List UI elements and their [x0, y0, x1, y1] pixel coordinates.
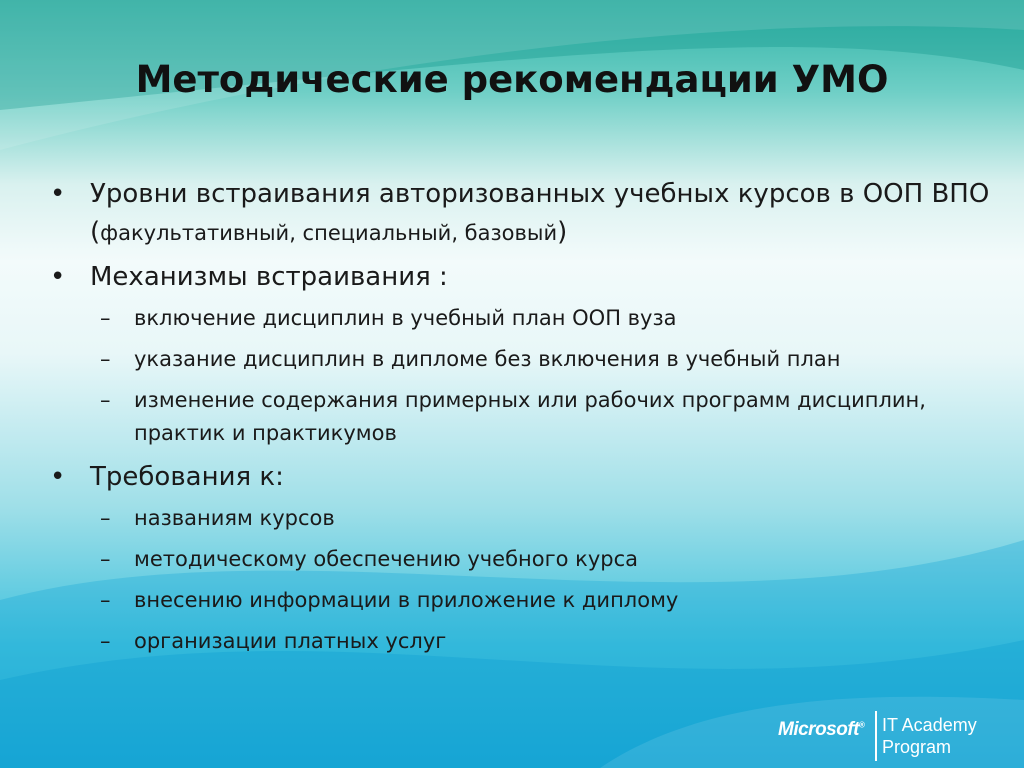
dash-marker: –	[100, 506, 111, 530]
sub-item-text: изменение содержания примерных или рабочих программ дисциплин, практик и практикумов	[134, 388, 926, 445]
sub-item	[50, 343, 990, 376]
sub-item	[50, 625, 990, 658]
bullet-item-requirements	[50, 458, 990, 496]
dash-marker: –	[100, 306, 111, 330]
sub-item-text: указание дисциплин в дипломе без включения в учебный план	[134, 347, 841, 371]
bullet-dot: •	[50, 179, 66, 209]
levels-text: Уровни встраивания авторизованных учебных курсов в ООП ВПО (	[90, 179, 990, 247]
slide-title: Методические рекомендации УМО	[135, 58, 889, 101]
dash-marker: –	[100, 547, 111, 571]
levels-close-paren: )	[557, 217, 568, 247]
logo-program: Program	[882, 737, 952, 757]
sub-item	[50, 502, 990, 535]
sub-item	[50, 584, 990, 617]
bullet-dot: •	[50, 262, 66, 292]
sub-item	[50, 302, 990, 335]
bullet-item-levels	[50, 175, 990, 252]
dash-marker: –	[100, 588, 111, 612]
mechanisms-text: Механизмы встраивания :	[90, 262, 448, 292]
dash-marker: –	[100, 347, 111, 371]
bullet-item-mechanisms	[50, 258, 990, 296]
microsoft-it-academy-logo	[778, 709, 1008, 761]
slide-content	[50, 175, 990, 666]
dash-marker: –	[100, 388, 111, 412]
sub-item	[50, 543, 990, 576]
logo-it-academy: IT Academy	[882, 715, 977, 735]
requirements-text: Требования к:	[90, 462, 284, 492]
microsoft-wordmark	[778, 719, 864, 741]
sub-item-text: названиям курсов	[134, 506, 335, 530]
levels-types: факультативный, специальный, базовый	[100, 221, 558, 245]
bullet-dot: •	[50, 462, 66, 492]
sub-item-text: внесению информации в приложение к диплому	[134, 588, 679, 612]
sub-item-text: организации платных услуг	[134, 629, 447, 653]
microsoft-brand-text: Microsoft	[778, 719, 859, 740]
dash-marker: –	[100, 629, 111, 653]
sub-item-text: методическому обеспечению учебного курса	[134, 547, 639, 571]
logo-divider	[875, 711, 877, 761]
sub-item	[50, 384, 990, 450]
registered-mark: ®	[859, 720, 865, 730]
sub-item-text: включение дисциплин в учебный план ООП вуза	[134, 306, 677, 330]
